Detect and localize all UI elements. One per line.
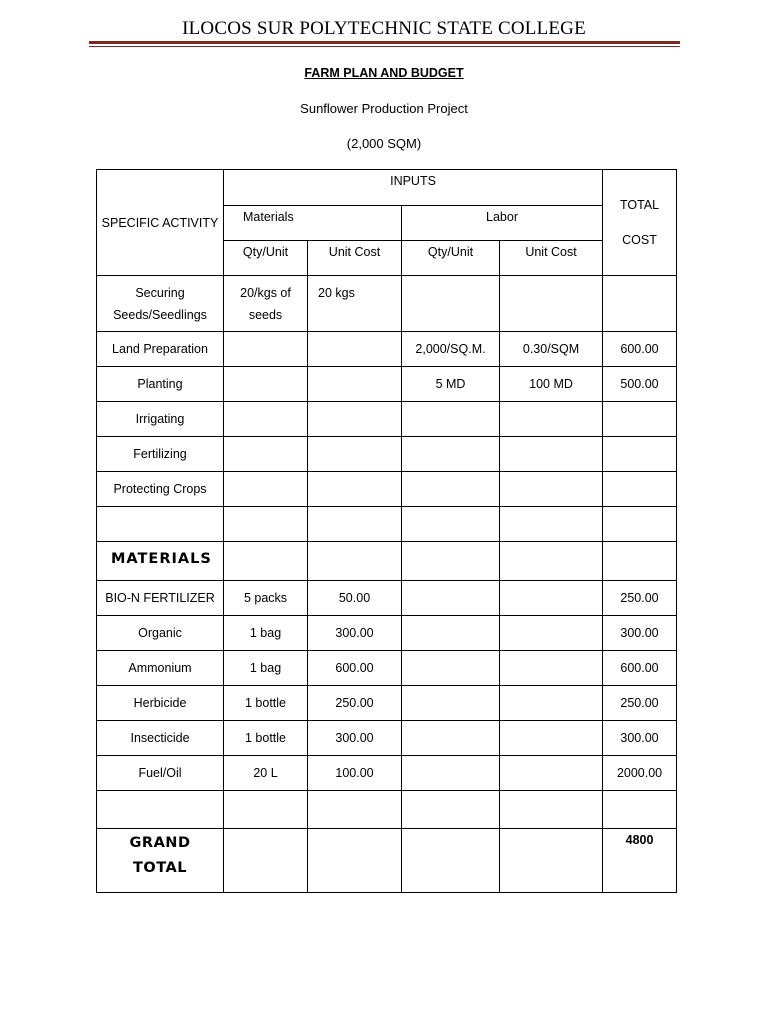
empty-cell	[500, 542, 603, 581]
materials-qty-cell	[224, 276, 308, 332]
materials-unit-cost-cell: 20 kgs	[308, 276, 402, 332]
table-row	[97, 402, 677, 437]
table-row	[97, 616, 677, 651]
empty-cell	[500, 791, 603, 829]
labor-unit-cost-cell	[500, 721, 603, 756]
total-cost-header-line1: TOTAL	[619, 197, 660, 212]
labor-qty-cell	[402, 721, 500, 756]
labor-qty-cell	[402, 686, 500, 721]
empty-cell	[402, 829, 500, 893]
empty-row	[97, 791, 677, 829]
labor-group-header: Labor	[402, 206, 603, 241]
activity-cell	[97, 276, 224, 332]
materials-unit-cost-cell: 100.00	[308, 756, 402, 791]
grand-total-value: 4800	[603, 829, 677, 893]
materials-qty-cell: 1 bottle	[224, 686, 308, 721]
empty-cell	[224, 507, 308, 542]
materials-unit-cost-cell	[308, 332, 402, 367]
labor-unit-cost-cell	[500, 402, 603, 437]
materials-unit-cost-cell	[308, 472, 402, 507]
specific-activity-header: SPECIFIC ACTIVITY	[97, 170, 224, 276]
table-row	[97, 437, 677, 472]
materials-unit-cost-cell: 300.00	[308, 616, 402, 651]
activity-line1: Securing	[135, 286, 185, 300]
materials-unit-cost-header: Unit Cost	[308, 241, 402, 276]
project-subtitle: Sunflower Production Project	[300, 101, 468, 116]
empty-cell	[224, 829, 308, 893]
total-cost-cell: 250.00	[603, 686, 677, 721]
materials-qty-cell: 1 bag	[224, 651, 308, 686]
empty-cell	[97, 507, 224, 542]
table-row	[97, 686, 677, 721]
empty-cell	[97, 791, 224, 829]
header-rule-thick	[89, 41, 680, 44]
materials-qty-cell	[224, 472, 308, 507]
table-row	[97, 651, 677, 686]
materials-qty-cell: 5 packs	[224, 581, 308, 616]
empty-cell	[500, 829, 603, 893]
empty-cell	[308, 829, 402, 893]
table-row	[97, 367, 677, 402]
labor-unit-cost-cell	[500, 581, 603, 616]
empty-cell	[603, 791, 677, 829]
empty-cell	[402, 507, 500, 542]
labor-unit-cost-cell	[500, 437, 603, 472]
table-row	[97, 721, 677, 756]
empty-cell	[308, 791, 402, 829]
materials-qty-header: Qty/Unit	[224, 241, 308, 276]
budget-table	[96, 169, 677, 893]
total-cost-cell	[603, 472, 677, 507]
labor-qty-cell	[402, 756, 500, 791]
materials-unit-cost-cell	[308, 367, 402, 402]
materials-unit-cost-cell: 50.00	[308, 581, 402, 616]
materials-qty-cell	[224, 437, 308, 472]
labor-unit-cost-cell: 0.30/SQM	[500, 332, 603, 367]
labor-qty-cell	[402, 402, 500, 437]
labor-qty-cell	[402, 472, 500, 507]
empty-cell	[402, 791, 500, 829]
materials-qty-cell	[224, 367, 308, 402]
total-cost-cell: 2000.00	[603, 756, 677, 791]
materials-unit-cost-cell: 250.00	[308, 686, 402, 721]
materials-group-header: Materials	[224, 206, 402, 241]
materials-unit-cost-cell: 600.00	[308, 651, 402, 686]
empty-cell	[500, 507, 603, 542]
empty-cell	[224, 791, 308, 829]
material-item-cell: Organic	[97, 616, 224, 651]
material-item-cell: Fuel/Oil	[97, 756, 224, 791]
materials-qty-cell: 20 L	[224, 756, 308, 791]
labor-unit-cost-cell	[500, 651, 603, 686]
grand-total-label-line2: TOTAL	[133, 860, 187, 876]
labor-qty-cell	[402, 276, 500, 332]
project-area: (2,000 SQM)	[346, 136, 422, 151]
labor-unit-cost-cell	[500, 686, 603, 721]
materials-unit-cost-cell	[308, 402, 402, 437]
labor-qty-cell: 5 MD	[402, 367, 500, 402]
total-cost-cell: 300.00	[603, 721, 677, 756]
labor-qty-cell	[402, 581, 500, 616]
grand-total-row	[97, 829, 677, 893]
grand-total-label	[97, 829, 224, 893]
labor-qty-header: Qty/Unit	[402, 241, 500, 276]
labor-qty-cell	[402, 616, 500, 651]
empty-cell	[603, 507, 677, 542]
materials-qty-cell	[224, 332, 308, 367]
header-rule-thin	[89, 46, 680, 47]
empty-cell	[603, 542, 677, 581]
total-cost-cell: 600.00	[603, 651, 677, 686]
material-item-cell: Ammonium	[97, 651, 224, 686]
activity-cell: Protecting Crops	[97, 472, 224, 507]
labor-qty-cell	[402, 437, 500, 472]
materials-unit-cost-cell	[308, 437, 402, 472]
material-item-cell: Insecticide	[97, 721, 224, 756]
total-cost-cell: 250.00	[603, 581, 677, 616]
activity-cell: Irrigating	[97, 402, 224, 437]
materials-qty-cell: 1 bottle	[224, 721, 308, 756]
materials-unit-cost-cell: 300.00	[308, 721, 402, 756]
college-name: ILOCOS SUR POLYTECHNIC STATE COLLEGE	[182, 18, 586, 39]
materials-section-row	[97, 542, 677, 581]
labor-qty-cell	[402, 651, 500, 686]
total-cost-cell	[603, 437, 677, 472]
total-cost-cell: 600.00	[603, 332, 677, 367]
empty-row	[97, 507, 677, 542]
labor-unit-cost-cell: 100 MD	[500, 367, 603, 402]
materials-qty-cell	[224, 402, 308, 437]
total-cost-cell	[603, 276, 677, 332]
table-row	[97, 756, 677, 791]
empty-cell	[224, 542, 308, 581]
materials-qty-cell: 1 bag	[224, 616, 308, 651]
activity-cell: Land Preparation	[97, 332, 224, 367]
materials-qty-line2: seeds	[248, 308, 283, 322]
labor-qty-cell: 2,000/SQ.M.	[402, 332, 500, 367]
total-cost-cell	[603, 402, 677, 437]
total-cost-cell: 500.00	[603, 367, 677, 402]
labor-unit-cost-cell	[500, 616, 603, 651]
empty-cell	[402, 542, 500, 581]
table-row	[97, 581, 677, 616]
total-cost-header-line2: COST	[622, 232, 657, 247]
labor-unit-cost-cell	[500, 472, 603, 507]
labor-unit-cost-header: Unit Cost	[500, 241, 603, 276]
table-row	[97, 276, 677, 332]
material-item-cell: Herbicide	[97, 686, 224, 721]
activity-line2: Seeds/Seedlings	[113, 308, 207, 322]
material-item-cell: BIO-N FERTILIZER	[97, 581, 224, 616]
table-row	[97, 332, 677, 367]
labor-unit-cost-cell	[500, 756, 603, 791]
empty-cell	[308, 542, 402, 581]
materials-section-heading: MATERIALS	[97, 542, 224, 581]
empty-cell	[308, 507, 402, 542]
total-cost-header	[603, 170, 677, 276]
header-row-inputs	[97, 170, 677, 206]
materials-qty-line1: 20/kgs of	[240, 286, 291, 300]
total-cost-cell: 300.00	[603, 616, 677, 651]
document-title: FARM PLAN AND BUDGET	[304, 66, 464, 80]
activity-cell: Fertilizing	[97, 437, 224, 472]
inputs-header: INPUTS	[224, 170, 603, 206]
table-row	[97, 472, 677, 507]
grand-total-label-line1: GRAND	[129, 835, 191, 851]
activity-cell: Planting	[97, 367, 224, 402]
labor-unit-cost-cell	[500, 276, 603, 332]
